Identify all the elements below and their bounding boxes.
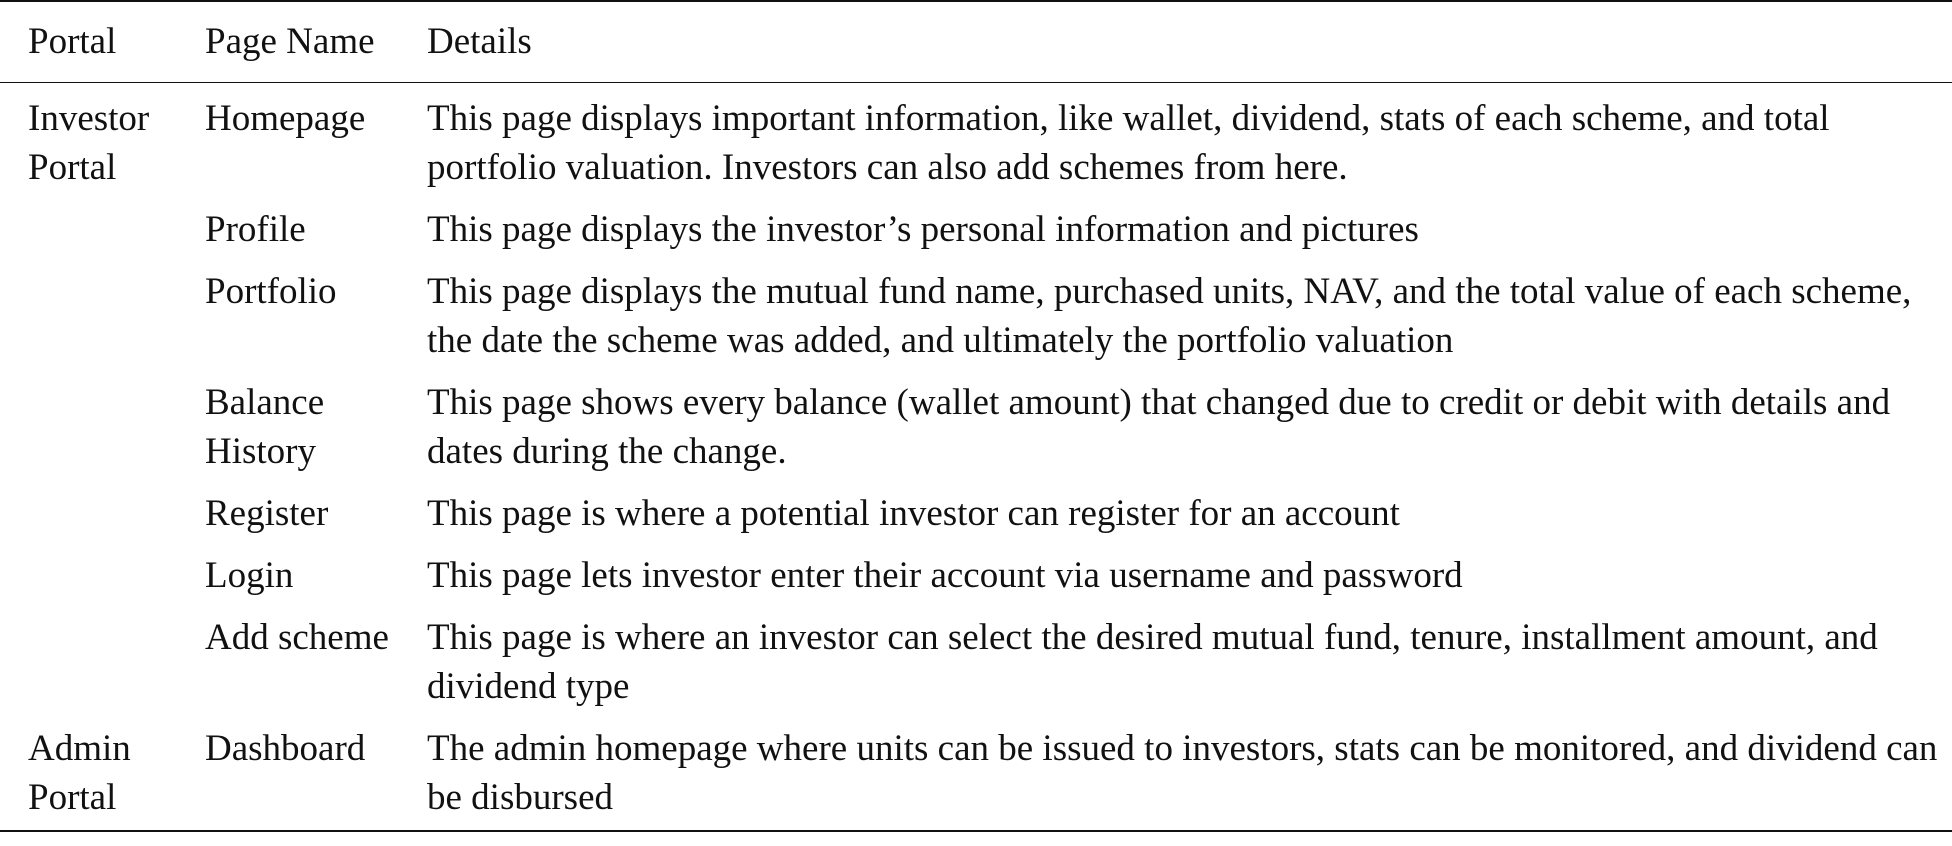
portal-cell (0, 365, 205, 476)
table-row (0, 192, 1952, 254)
header-portal: Portal (0, 1, 205, 83)
table-row (0, 600, 1952, 711)
page-name-cell: Balance History (205, 382, 325, 472)
portal-cell: Admin Portal (0, 711, 205, 831)
portal-cell (0, 192, 205, 254)
page-name-cell: Portfolio (205, 271, 337, 312)
table-row (0, 83, 1952, 193)
header-page-name: Page Name (205, 1, 427, 83)
table-body (0, 83, 1952, 832)
header-row (0, 1, 1952, 83)
portal-cell (0, 538, 205, 600)
page-name-cell: Profile (205, 209, 306, 250)
table-row (0, 711, 1952, 831)
details-cell: The admin homepage where units can be issued to investors, stats can be monitored, and dividend can be disbursed (427, 711, 1952, 831)
table-row (0, 365, 1952, 476)
table-header (0, 1, 1952, 83)
details-cell: This page shows every balance (wallet amount) that changed due to credit or debit with details and dates during the change. (427, 382, 1891, 472)
portal-cell (0, 600, 205, 711)
header-details: Details (427, 1, 1952, 83)
details-cell: This page lets investor enter their account via username and password (427, 555, 1463, 596)
page-name-cell: Homepage (205, 98, 366, 139)
page-name-cell: Add scheme (205, 617, 389, 658)
portal-cell: Investor Portal (28, 98, 150, 188)
table-row (0, 538, 1952, 600)
page-name-cell: Dashboard (205, 711, 427, 831)
portal-cell (0, 254, 205, 365)
page-name-cell: Register (205, 493, 329, 534)
portal-cell (0, 476, 205, 538)
details-cell: This page displays the mutual fund name, purchased units, NAV, and the total value of each scheme, the date the scheme was added, and ultimately the portfolio valuation (427, 271, 1912, 361)
details-cell: This page displays the investor’s personal information and pictures (427, 209, 1419, 250)
details-cell: This page is where a potential investor can register for an account (427, 493, 1400, 534)
details-cell: This page displays important information, like wallet, dividend, stats of each scheme, and total portfolio valuation. Investors can also add schemes from here. (427, 98, 1830, 188)
page-name-cell: Login (205, 555, 294, 596)
details-cell: This page is where an investor can select the desired mutual fund, tenure, installment amount, and dividend type (427, 617, 1878, 707)
table-row (0, 254, 1952, 365)
table-row (0, 476, 1952, 538)
